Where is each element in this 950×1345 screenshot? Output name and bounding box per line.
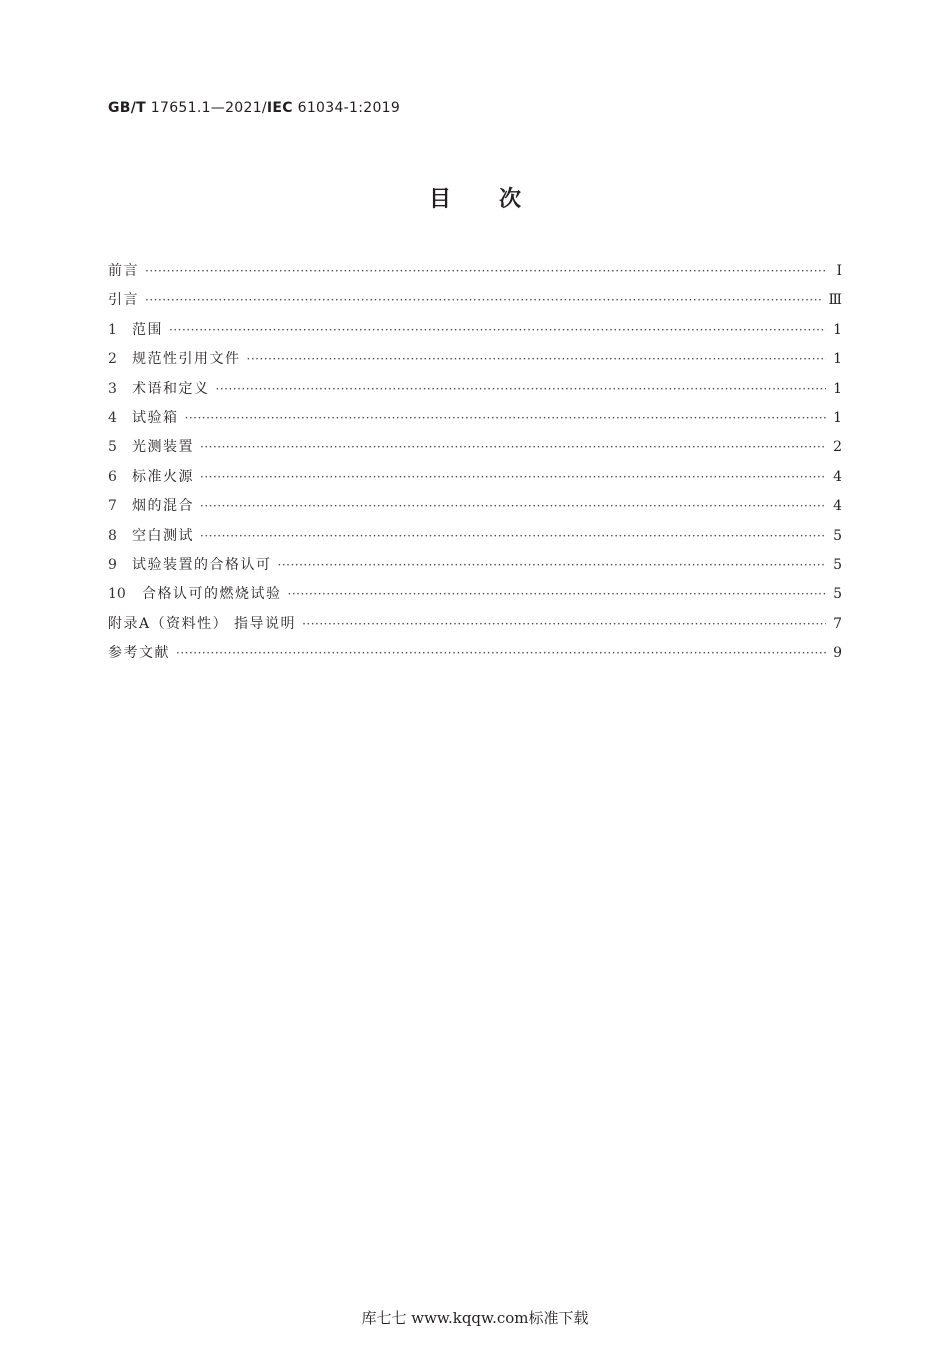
toc-entry-label: 规范性引用文件 [132,351,241,368]
toc-entry-number: 5 [108,439,117,456]
toc-leader-dots [278,553,827,577]
toc-leader-dots [200,494,826,518]
toc-entry-number: 2 [108,351,117,368]
toc-entry-page: 7 [833,615,842,632]
toc-entry-label: 前言 [108,263,139,279]
page-footer: 库七七 www.kqqw.com标准下载 [361,1309,589,1327]
iec-code: IEC [266,100,293,116]
toc-entry[interactable] [108,377,842,406]
toc-entry-label: 光测装置 [132,439,194,456]
toc-leader-dots [302,612,826,636]
toc-entry-number: 10 [108,586,126,603]
toc-entry-page: 1 [833,351,842,368]
toc-entry-label: 引言 [108,292,139,309]
toc-entry[interactable] [108,465,842,494]
toc-entry-page: 5 [833,527,842,544]
toc-entry-number: 3 [108,380,117,397]
toc-entry-page: Ⅲ [828,292,842,309]
toc-entry-number: 6 [108,468,117,485]
toc-leader-dots [200,465,826,489]
toc-entry-page: 1 [833,380,842,397]
document-header [108,100,400,116]
toc-entry-page: Ⅰ [836,263,842,279]
toc-entry[interactable] [108,406,842,435]
toc-leader-dots [200,524,826,548]
toc-entry-number: 8 [108,527,117,544]
toc-entry-label: 附录A（资料性） 指导说明 [108,615,297,632]
toc-leader-dots [185,406,827,430]
table-of-contents [108,259,842,670]
toc-entry-number: 9 [108,556,117,573]
toc-entry-label: 合格认可的燃烧试验 [142,586,282,603]
iec-number: 61034-1:2019 [292,100,401,116]
toc-entry-label: 烟的混合 [132,498,194,515]
toc-entry[interactable] [108,435,842,464]
toc-entry[interactable] [108,612,842,641]
toc-leader-dots [145,288,822,312]
toc-entry-label: 术语和定义 [132,380,210,397]
toc-entry-number: 4 [108,409,117,426]
toc-entry-page: 5 [833,586,842,603]
toc-entry-number: 7 [108,498,117,515]
toc-entry[interactable] [108,553,842,582]
toc-entry-page: 9 [833,645,842,662]
toc-entry-label: 试验箱 [132,409,179,426]
toc-entry-label: 标准火源 [132,468,194,485]
toc-entry-label: 参考文献 [108,645,170,662]
toc-entry[interactable] [108,494,842,523]
toc-entry-number: 1 [108,321,117,338]
toc-leader-dots [145,259,826,283]
toc-entry-label: 空白测试 [132,527,194,544]
toc-entry-page: 5 [833,556,842,573]
standard-number: 17651.1—2021/ [146,100,267,116]
toc-entry-page: 2 [833,439,842,456]
toc-entry-page: 4 [833,498,842,515]
toc-entry[interactable] [108,288,842,317]
toc-entry-page: 4 [833,468,842,485]
toc-entry[interactable] [108,524,842,553]
toc-entry[interactable] [108,318,842,347]
page-title: 目次 [428,187,569,212]
toc-leader-dots [200,435,826,459]
toc-entry-page: 1 [833,321,842,338]
toc-entry[interactable] [108,259,842,288]
toc-leader-dots [288,582,827,606]
toc-leader-dots [176,641,826,665]
toc-leader-dots [247,347,827,371]
toc-entry[interactable] [108,582,842,611]
toc-entry-label: 试验装置的合格认可 [132,556,272,573]
toc-leader-dots [169,318,826,342]
standard-code: GB/T [108,100,147,116]
toc-entry-page: 1 [833,409,842,426]
toc-entry[interactable] [108,641,842,670]
toc-entry-label: 范围 [132,321,163,338]
toc-leader-dots [216,377,827,401]
toc-entry[interactable] [108,347,842,376]
